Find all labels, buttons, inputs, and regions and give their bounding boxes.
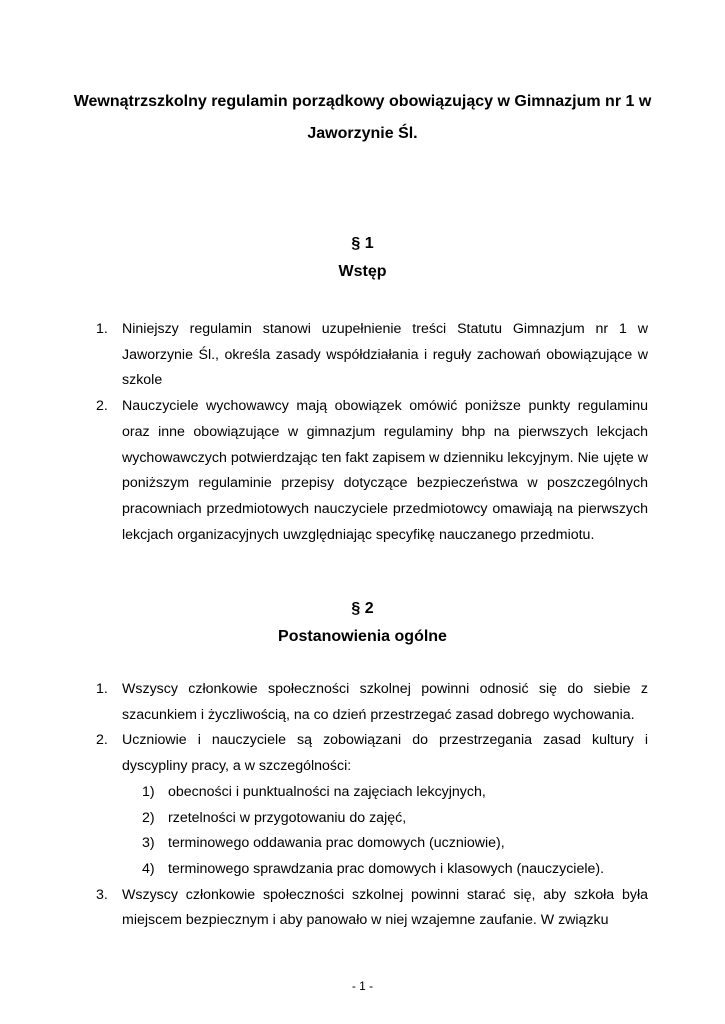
list-item-text: Uczniowie i nauczyciele są zobowiązani do przestrzegania zasad kultury i dyscypliny pracy, a w szczególności:: [122, 732, 648, 775]
list-item-number: 1.: [96, 681, 108, 697]
sub-list-item: [122, 831, 648, 857]
section-1-number: § 1: [351, 235, 374, 252]
sub-list-item-text: obecności i punktualności na zajęciach lekcyjnych,: [168, 783, 486, 800]
list-item-text: Nauczyciele wychowawcy mają obowiązek omówić poniższe punkty regulaminu oraz inne obowiązujące w gimnazjum regulaminy bhp na pierwszych lekcjach wychowawczych potwierdzając ten fakt zapisem w dzienniku lekcyjnym. Nie ujęte w poniższym regulaminie przepisy dotyczące bezpieczeństwa w poszczególnych pracowniach przedmiotowych nauczyciele przedmiotowcy omawiają na pierwszych lekcjach organizacyjnych uwzględniając specyfikę nauczanego przedmiotu.: [122, 398, 648, 543]
list-item-text: Wszyscy członkowie społeczności szkolnej powinni starać się, aby szkoła była miejscem bezpiecznym i aby panowało w niej wzajemne zaufanie. W związku: [122, 886, 648, 929]
list-item-number: 1.: [96, 321, 108, 337]
list-item-number: 3.: [96, 886, 108, 903]
sub-list-item-number: 1): [142, 783, 155, 800]
sub-list-item-text: rzetelności w przygotowaniu do zajęć,: [168, 809, 407, 826]
sub-list-item: [122, 780, 648, 806]
list-item: [96, 677, 648, 728]
sub-list-item-text: terminowego sprawdzania prac domowych i klasowych (nauczyciele).: [168, 860, 605, 877]
list-item: [96, 883, 648, 934]
section-2-list: [96, 677, 648, 934]
list-item-text: Wszyscy członkowie społeczności szkolnej powinni odnosić się do siebie z szacunkiem i życzliwością, na co dzień przestrzegać zasad dobrego wychowania.: [122, 681, 648, 723]
list-item: [96, 728, 648, 882]
sub-list: [122, 780, 648, 883]
sub-list-item: [122, 806, 648, 832]
sub-list-item-number: 4): [142, 860, 155, 877]
section-1-list: [96, 317, 648, 548]
document-title: Wewnątrzszkolny regulamin porządkowy obowiązujący w Gimnazjum nr 1 w Jaworzynie Śl.: [73, 93, 652, 142]
sub-list-item-text: terminowego oddawania prac domowych (uczniowie),: [168, 835, 505, 852]
section-2-heading: Postanowienia ogólne: [278, 628, 447, 645]
section-2-number: § 2: [351, 600, 374, 617]
list-item-number: 2.: [96, 732, 108, 749]
sub-list-item-number: 3): [142, 835, 155, 852]
list-item: [96, 394, 648, 548]
list-item: [96, 317, 648, 394]
list-item-number: 2.: [96, 398, 108, 415]
sub-list-item: [122, 857, 648, 883]
list-item-text: Niniejszy regulamin stanowi uzupełnienie treści Statutu Gimnazjum nr 1 w Jaworzynie Śl., określa zasady współdziałania i reguły zachowań obowiązujące w szkole: [122, 321, 648, 389]
page-number: - 1 -: [351, 979, 374, 993]
sub-list-item-number: 2): [142, 809, 155, 826]
section-1-heading: Wstęp: [338, 263, 387, 280]
